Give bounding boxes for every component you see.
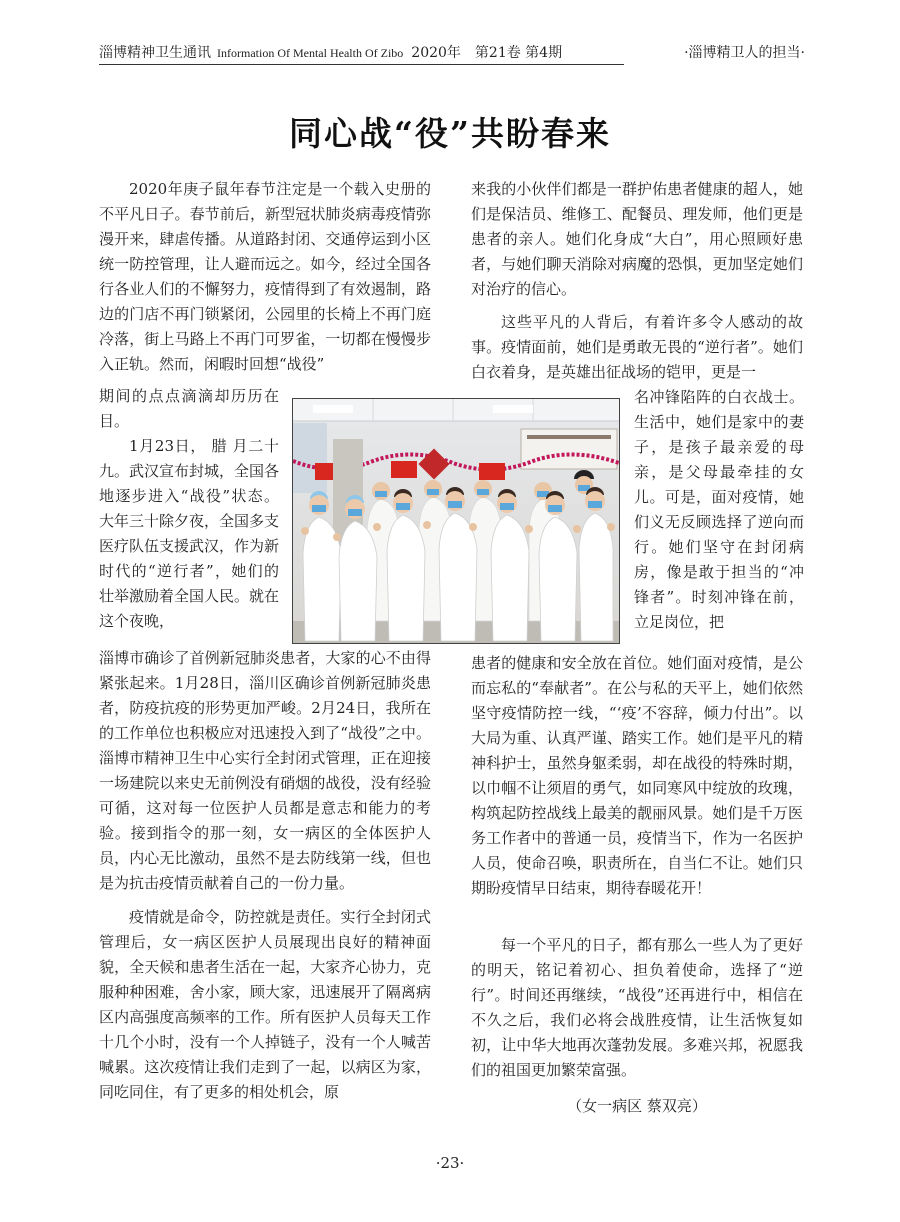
left-paragraph-2-continued: 淄博市确诊了首例新冠肺炎患者，大家的心不由得紧张起来。1月28日，淄川区确诊首例新冠肺炎患者，防疫抗疫的形势更加严峻。2月24日，我所在的工作单位也积极应对迅速投入到了“战役”之中。淄博市精神卫生中心实行全封闭式管理，正在迎接一场建院以来史无前例没有硝烟的战役，没有经验可循，这对每一位医护人员都是意志和能力的考验。接到指令的那一刻，女一病区的全体医护人员，内心无比激动，虽然不是去防线第一线，但也是为抗击疫情贡献着自己的一份力量。 <box>99 649 431 892</box>
page-number: ·23· <box>435 1154 465 1172</box>
journal-name-en: Information Of Mental Health Of Zibo <box>217 46 404 60</box>
journal-name-cn: 淄博精神卫生通讯 <box>99 45 211 61</box>
right-paragraph-2-continued: 患者的健康和安全放在首位。她们面对疫情，是公而忘私的“奉献者”。在公与私的天平上，她们依然坚守疫情防控一线，“‘疫’不容辞，倾力付出”。以大局为重、认真严谨、踏实工作。她们是平凡的精神科护士，虽然身躯柔弱，却在战役的特殊时期，以巾帼不让须眉的勇气，如同寒风中绽放的玫瑰，构筑起防控战线上最美的靓丽风景。她们是千万医务工作者中的普通一员，疫情当下，作为一名医护人员，使命召唤，职责所在，自当仁不让。她们只期盼疫情早日结束，期待春暖花开！ <box>471 654 803 897</box>
right-paragraph-2-top: 这些平凡的人背后，有着许多令人感动的故事。疫情面前，她们是勇敢无畏的“逆行者”。她们白衣着身，是英雄出征战场的铠甲，更是一 <box>471 313 803 381</box>
right-paragraph-2-beside-photo: 名冲锋陷阵的白衣战士。生活中，她们是家中的妻子，是孩子最亲爱的母亲，是父母最牵挂的女儿。可是，面对疫情，她们义无反顾选择了逆向而行。她们坚守在封闭病房，像是敢于担当的“冲锋者”。时刻冲锋在前，立足岗位，把 <box>634 388 804 631</box>
right-paragraph-3: 每一个平凡的日子，都有那么一些人为了更好的明天，铭记着初心、担负着使命，选择了“逆行”。时间还再继续，“战役”还再进行中，相信在不久之后，我们必将会战胜疫情，让生活恢复如初，让中华大地再次蓬勃发展。多难兴邦，祝愿我们的祖国更加繁荣富强。 <box>471 936 803 1079</box>
issue-info: 2020年 第21卷 第4期 <box>411 45 563 61</box>
left-paragraph-2-beside-photo: 1月23日， 腊 月二十九。武汉宣布封城，全国各地逐步进入“战役”状态。大年三十除夕夜，全国多支医疗队伍支援武汉，作为新时代的“逆行者”，她们的壮举激励着全国人民。就在这个夜晚， <box>99 437 280 630</box>
left-paragraph-1: 2020年庚子鼠年春节注定是一个载入史册的不平凡日子。春节前后，新型冠状肺炎病毒疫情弥漫开来，肆虐传播。从道路封闭、交通停运到小区统一防控管理，让人避而远之。如今，经过全国各行各业人们的不懈努力，疫情得到了有效遏制，路边的门店不再门锁紧闭，公园里的长椅上不再门庭冷落，街上马路上不再门可罗雀，一切都在慢慢步入正轨。然而，闲暇时回想“战役” <box>99 180 431 373</box>
header-rule <box>99 64 624 65</box>
right-paragraph-1: 来我的小伙伴们都是一群护佑患者健康的超人，她们是保洁员、维修工、配餐员、理发师，他们更是患者的亲人。她们化身成“大白”，用心照顾好患者，与她们聊天消除对病魔的恐惧，更加坚定她们对治疗的信心。 <box>471 180 803 298</box>
column-name: ·淄博精卫人的担当· <box>684 45 805 61</box>
nurses-group-photo <box>292 398 620 644</box>
left-paragraph-3: 疫情就是命令，防控就是责任。实行全封闭式管理后，女一病区医护人员展现出良好的精神面貌，全天候和患者生活在一起，大家齐心协力，克服种种困难，舍小家，顾大家，迅速展开了隔离病区内高强度高频率的工作。所有医护人员每天工作十几个小时，没有一个人掉链子，没有一个人喊苦喊累。这次疫情让我们走到了一起，以病区为家，同吃同住，有了更多的相处机会，原 <box>99 908 431 1101</box>
left-paragraph-1-tail: 期间的点点滴滴却历历在目。 <box>99 387 279 430</box>
running-header <box>99 42 805 64</box>
photo-illustration <box>293 399 619 643</box>
article-title: 同心战“役”共盼春来 <box>289 114 611 153</box>
author-signature: （女一病区 蔡双亮） <box>567 1097 707 1115</box>
header-journal <box>99 42 562 62</box>
